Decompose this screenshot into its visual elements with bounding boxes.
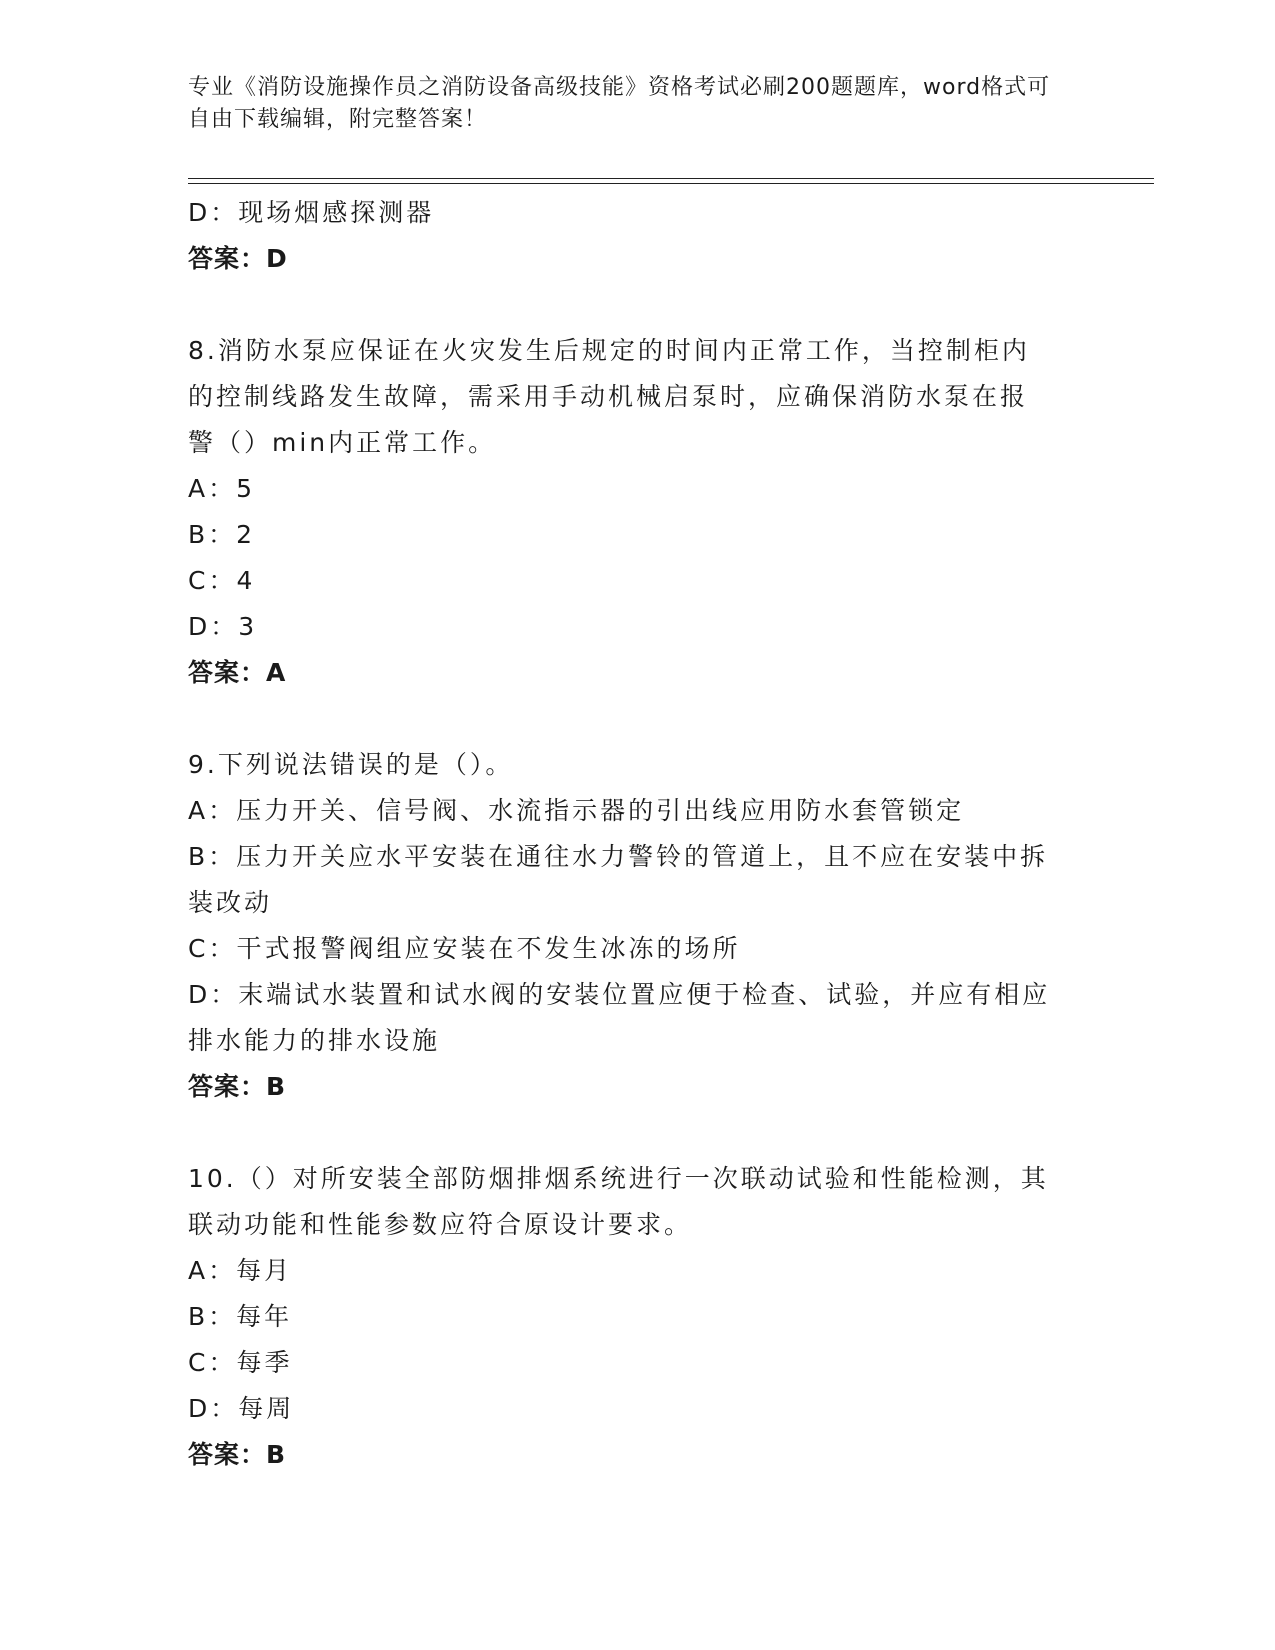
question-stem: 的控制线路发生故障，需采用手动机械启泵时，应确保消防水泵在报 xyxy=(188,382,1029,411)
question-stem: 警（）min内正常工作。 xyxy=(188,428,497,457)
question-stem: 8.消防水泵应保证在火灾发生后规定的时间内正常工作，当控制柜内 xyxy=(188,336,1030,365)
document-header: 专业《消防设施操作员之消防设备高级技能》资格考试必刷200题题库，word格式可自由下载编辑，附完整答案！ xyxy=(188,75,1051,132)
question-9 xyxy=(188,742,1068,1110)
option-d: D：3 xyxy=(188,612,258,641)
option-b: B：每年 xyxy=(188,1302,293,1331)
option-d-continued: 排水能力的排水设施 xyxy=(188,1026,441,1055)
answer-line: 答案：B xyxy=(188,1072,287,1101)
option-a: A：每月 xyxy=(188,1256,293,1285)
answer-line: 答案：B xyxy=(188,1440,287,1469)
question-8 xyxy=(188,328,1068,696)
question-stem: 联动功能和性能参数应符合原设计要求。 xyxy=(188,1210,693,1239)
question-stem: 9.下列说法错误的是（）。 xyxy=(188,750,514,779)
answer-line: 答案：D xyxy=(188,244,288,273)
question-stem: 10.（）对所安装全部防烟排烟系统进行一次联动试验和性能检测，其 xyxy=(188,1164,1049,1193)
question-10 xyxy=(188,1156,1068,1478)
option-c: C：4 xyxy=(188,566,256,595)
option-a: A：5 xyxy=(188,474,256,503)
option-c: C：干式报警阀组应安装在不发生冰冻的场所 xyxy=(188,934,741,963)
option-b: B：压力开关应水平安装在通往水力警铃的管道上，且不应在安装中拆 xyxy=(188,842,1049,871)
option-b: B：2 xyxy=(188,520,256,549)
option-b-continued: 装改动 xyxy=(188,888,273,917)
answer-line: 答案：A xyxy=(188,658,287,687)
option-d: D：每周 xyxy=(188,1394,295,1423)
option-a: A：压力开关、信号阀、水流指示器的引出线应用防水套管锁定 xyxy=(188,796,965,825)
option-d: D：末端试水装置和试水阀的安装位置应便于检查、试验，并应有相应 xyxy=(188,980,1051,1009)
header-divider xyxy=(188,178,1154,184)
question-content xyxy=(188,190,1068,1478)
option-d: D：现场烟感探测器 xyxy=(188,198,435,227)
option-c: C：每季 xyxy=(188,1348,293,1377)
